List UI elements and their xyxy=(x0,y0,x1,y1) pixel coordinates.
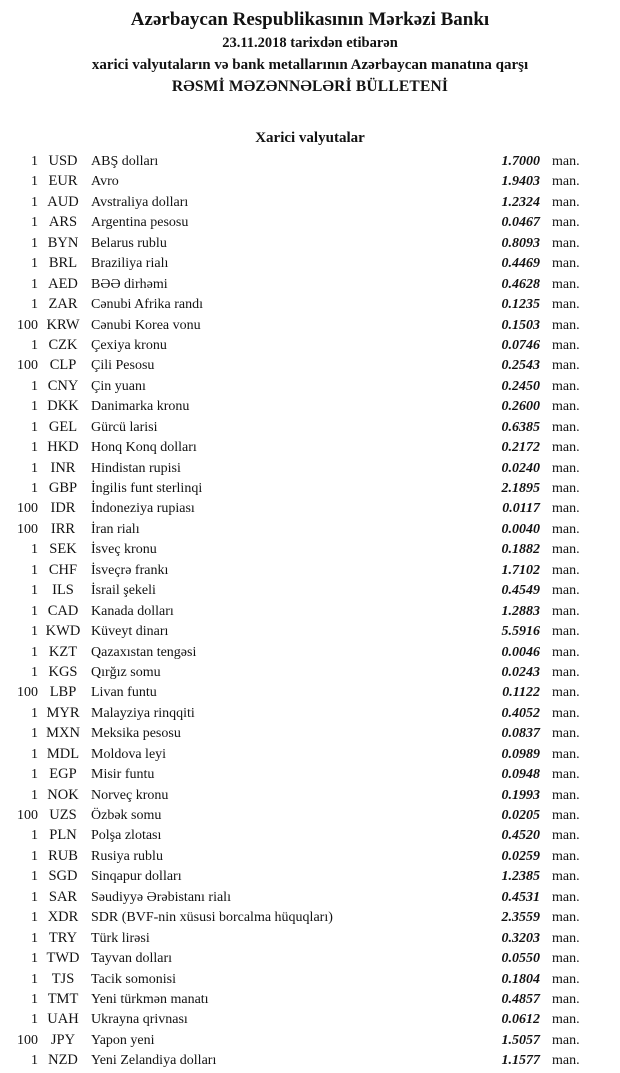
currency-name-cell: ABŞ dolları xyxy=(91,154,159,169)
currency-name-cell: Norveç kronu xyxy=(91,787,169,803)
quantity-cell: 1 xyxy=(31,746,38,762)
rate-value-cell: 0.0205 xyxy=(501,808,540,823)
rate-value-cell: 0.2450 xyxy=(501,378,540,394)
currency-code-cell: NOK xyxy=(47,786,79,803)
quantity-cell: 1 xyxy=(31,787,38,803)
rate-value-cell: 0.0240 xyxy=(501,460,540,476)
rate-value-cell: 1.2324 xyxy=(501,194,540,210)
currency-name-cell: Kanada dolları xyxy=(91,603,174,619)
unit-label-cell: man. xyxy=(552,562,580,578)
currency-code-cell: DKK xyxy=(47,398,79,415)
currency-name-cell: Livan funtu xyxy=(91,685,157,701)
unit-label-cell: man. xyxy=(552,378,580,394)
rate-row xyxy=(0,1009,620,1029)
rate-value-cell: 2.1895 xyxy=(501,481,540,496)
rate-value-cell: 0.1993 xyxy=(501,787,540,803)
unit-label-cell: man. xyxy=(552,624,580,640)
currency-name-cell: İsveçrə frankı xyxy=(91,562,169,578)
currency-name-cell: SDR (BVF-nin xüsusi borcalma hüquqları) xyxy=(91,910,333,926)
rate-row xyxy=(0,785,620,805)
currency-name-cell: Cənubi Afrika randı xyxy=(91,297,203,313)
rate-value-cell: 0.1122 xyxy=(502,685,540,701)
rate-row xyxy=(0,274,620,294)
currency-name-cell: Yapon yeni xyxy=(91,1032,155,1048)
currency-name-cell: Qazaxıstan tengəsi xyxy=(91,644,197,660)
rate-row xyxy=(0,478,620,498)
rate-row xyxy=(0,355,620,375)
rate-row xyxy=(0,764,620,784)
unit-label-cell: man. xyxy=(552,256,580,272)
currency-code-cell: ARS xyxy=(48,214,78,231)
rate-value-cell: 2.3559 xyxy=(501,910,540,926)
quantity-cell: 1 xyxy=(31,767,38,783)
quantity-cell: 100 xyxy=(17,808,38,823)
rate-value-cell: 0.0612 xyxy=(501,1012,540,1028)
unit-label-cell: man. xyxy=(552,501,580,517)
rate-row xyxy=(0,989,620,1009)
quantity-cell: 1 xyxy=(31,154,38,169)
quantity-cell: 1 xyxy=(31,235,38,251)
currency-code-cell: IRR xyxy=(50,520,76,537)
quantity-cell: 1 xyxy=(31,399,38,415)
currency-code-cell: IDR xyxy=(50,500,76,517)
rate-row xyxy=(0,560,620,580)
rate-row xyxy=(0,437,620,457)
currency-code-cell: LBP xyxy=(49,684,77,701)
currency-name-cell: Malayziya rinqqiti xyxy=(91,705,195,721)
unit-label-cell: man. xyxy=(552,215,580,231)
rate-value-cell: 0.4520 xyxy=(501,828,540,844)
bank-name-title: Azərbaycan Respublikasının Mərkəzi Bankı xyxy=(130,9,490,30)
quantity-cell: 1 xyxy=(31,419,38,435)
currency-code-cell: BYN xyxy=(47,234,79,251)
quantity-cell: 1 xyxy=(31,378,38,394)
currency-code-cell: INR xyxy=(50,459,76,476)
rate-row xyxy=(0,458,620,478)
quantity-cell: 1 xyxy=(31,481,38,496)
rate-row xyxy=(0,335,620,355)
quantity-cell: 1 xyxy=(31,644,38,660)
rate-row xyxy=(0,744,620,764)
rate-value-cell: 0.1235 xyxy=(501,297,540,313)
quantity-cell: 1 xyxy=(31,991,38,1007)
rate-value-cell: 0.0948 xyxy=(501,767,540,783)
quantity-cell: 100 xyxy=(17,358,38,374)
currency-name-cell: Türk lirəsi xyxy=(91,930,150,946)
unit-label-cell: man. xyxy=(552,419,580,435)
unit-label-cell: man. xyxy=(552,1012,580,1028)
unit-label-cell: man. xyxy=(552,603,580,619)
rate-row xyxy=(0,315,620,335)
rate-value-cell: 0.1804 xyxy=(501,971,540,987)
quantity-cell: 1 xyxy=(31,460,38,476)
rate-row xyxy=(0,417,620,437)
quantity-cell: 1 xyxy=(31,889,38,905)
unit-label-cell: man. xyxy=(552,685,580,701)
rate-value-cell: 0.0259 xyxy=(501,848,540,864)
unit-label-cell: man. xyxy=(552,399,580,415)
rate-row xyxy=(0,682,620,702)
rate-value-cell: 0.0117 xyxy=(502,501,540,517)
quantity-cell: 1 xyxy=(31,542,38,558)
rate-value-cell: 0.4628 xyxy=(501,276,540,292)
currency-name-cell: Cənubi Korea vonu xyxy=(91,317,201,333)
unit-label-cell: man. xyxy=(552,971,580,987)
rate-value-cell: 1.7102 xyxy=(501,562,540,578)
currency-code-cell: GEL xyxy=(48,418,78,435)
unit-label-cell: man. xyxy=(552,910,580,926)
currency-code-cell: CZK xyxy=(48,336,78,353)
rate-value-cell: 0.3203 xyxy=(501,930,540,946)
rate-row xyxy=(0,580,620,600)
currency-code-cell: RUB xyxy=(48,847,78,864)
currency-name-cell: Çexiya kronu xyxy=(91,337,167,353)
quantity-cell: 1 xyxy=(31,215,38,231)
rate-row xyxy=(0,192,620,212)
unit-label-cell: man. xyxy=(552,767,580,783)
currency-name-cell: Misir funtu xyxy=(91,767,155,783)
rate-row xyxy=(0,212,620,232)
currency-name-cell: Sinqapur dolları xyxy=(91,869,182,885)
unit-label-cell: man. xyxy=(552,481,580,496)
unit-label-cell: man. xyxy=(552,705,580,721)
quantity-cell: 1 xyxy=(31,910,38,926)
unit-label-cell: man. xyxy=(552,235,580,251)
rate-row xyxy=(0,233,620,253)
quantity-cell: 1 xyxy=(31,705,38,721)
currency-name-cell: Qırğız somu xyxy=(91,664,161,680)
quantity-cell: 1 xyxy=(31,276,38,292)
quantity-cell: 1 xyxy=(31,971,38,987)
rate-value-cell: 0.4052 xyxy=(501,705,540,721)
rate-value-cell: 0.6385 xyxy=(501,419,540,435)
unit-label-cell: man. xyxy=(552,869,580,885)
rate-value-cell: 0.0467 xyxy=(501,215,540,231)
unit-label-cell: man. xyxy=(552,746,580,762)
currency-name-cell: İran rialı xyxy=(91,521,140,537)
quantity-cell: 100 xyxy=(17,317,38,333)
rate-row xyxy=(0,825,620,845)
unit-label-cell: man. xyxy=(552,460,580,476)
unit-label-cell: man. xyxy=(552,991,580,1007)
unit-label-cell: man. xyxy=(552,440,580,456)
unit-label-cell: man. xyxy=(552,276,580,292)
currency-code-cell: KRW xyxy=(46,316,80,333)
unit-label-cell: man. xyxy=(552,337,580,353)
currency-name-cell: Argentina pesosu xyxy=(91,215,189,231)
currency-name-cell: Avstraliya dolları xyxy=(91,194,189,210)
currency-name-cell: Çili Pesosu xyxy=(91,358,155,374)
rate-value-cell: 0.0040 xyxy=(501,521,540,537)
rate-value-cell: 1.1577 xyxy=(501,1053,540,1069)
currency-name-cell: Çin yuanı xyxy=(91,378,146,394)
rate-row xyxy=(0,539,620,559)
currency-code-cell: EGP xyxy=(49,766,77,783)
quantity-cell: 1 xyxy=(31,562,38,578)
rate-row xyxy=(0,253,620,273)
unit-label-cell: man. xyxy=(552,583,580,599)
quantity-cell: 1 xyxy=(31,828,38,844)
currency-code-cell: MYR xyxy=(46,704,80,721)
section-title-foreign-currencies: Xarici valyutalar xyxy=(255,130,365,146)
quantity-cell: 1 xyxy=(31,337,38,353)
rate-value-cell: 0.4857 xyxy=(501,991,540,1007)
unit-label-cell: man. xyxy=(552,889,580,905)
rate-row xyxy=(0,928,620,948)
currency-name-cell: Honq Konq dolları xyxy=(91,440,197,456)
unit-label-cell: man. xyxy=(552,542,580,558)
rate-value-cell: 0.0550 xyxy=(501,951,540,967)
currency-name-cell: İsrail şekeli xyxy=(91,583,156,599)
rate-row xyxy=(0,396,620,416)
rate-value-cell: 0.0746 xyxy=(501,337,540,353)
bulletin-subtitle: xarici valyutaların və bank metallarının Azərbaycan manatına qarşı xyxy=(91,57,529,73)
rate-value-cell: 0.4549 xyxy=(501,583,540,599)
quantity-cell: 1 xyxy=(31,624,38,640)
quantity-cell: 100 xyxy=(17,685,38,701)
quantity-cell: 1 xyxy=(31,194,38,210)
quantity-cell: 1 xyxy=(31,848,38,864)
quantity-cell: 1 xyxy=(31,1012,38,1028)
rate-row xyxy=(0,866,620,886)
quantity-cell: 1 xyxy=(31,583,38,599)
rate-row xyxy=(0,1050,620,1070)
rate-row xyxy=(0,151,620,171)
unit-label-cell: man. xyxy=(552,297,580,313)
rate-row xyxy=(0,969,620,989)
currency-name-cell: Özbək somu xyxy=(91,808,162,823)
currency-code-cell: ZAR xyxy=(48,296,78,313)
currency-code-cell: MDL xyxy=(46,745,80,762)
currency-code-cell: SGD xyxy=(48,868,78,885)
rate-row xyxy=(0,642,620,662)
rate-value-cell: 0.8093 xyxy=(501,235,540,251)
rate-value-cell: 1.2883 xyxy=(501,603,540,619)
currency-name-cell: İndoneziya rupiası xyxy=(91,501,195,517)
currency-name-cell: Meksika pesosu xyxy=(91,726,181,742)
rate-row xyxy=(0,887,620,907)
rate-value-cell: 0.1503 xyxy=(501,317,540,333)
quantity-cell: 1 xyxy=(31,174,38,190)
currency-code-cell: NZD xyxy=(48,1052,78,1069)
quantity-cell: 1 xyxy=(31,256,38,272)
unit-label-cell: man. xyxy=(552,787,580,803)
quantity-cell: 1 xyxy=(31,297,38,313)
currency-name-cell: Tacik somonisi xyxy=(91,971,176,987)
currency-name-cell: Yeni türkmən manatı xyxy=(91,991,209,1007)
currency-code-cell: USD xyxy=(48,153,78,169)
quantity-cell: 100 xyxy=(17,521,38,537)
rate-value-cell: 0.2172 xyxy=(501,440,540,456)
rate-row xyxy=(0,805,620,825)
currency-code-cell: KZT xyxy=(48,643,78,660)
currency-code-cell: AUD xyxy=(47,193,79,210)
currency-code-cell: SAR xyxy=(48,888,78,905)
bulletin-header xyxy=(0,0,620,98)
unit-label-cell: man. xyxy=(552,951,580,967)
rate-value-cell: 1.5057 xyxy=(501,1032,540,1048)
quantity-cell: 1 xyxy=(31,951,38,967)
currency-code-cell: AED xyxy=(48,275,78,292)
currency-name-cell: BƏƏ dirhəmi xyxy=(91,276,168,292)
unit-label-cell: man. xyxy=(552,358,580,374)
quantity-cell: 100 xyxy=(17,1032,38,1048)
currency-code-cell: MXN xyxy=(46,725,80,742)
currency-name-cell: Danimarka kronu xyxy=(91,399,190,415)
rate-value-cell: 0.2600 xyxy=(501,399,540,415)
rate-row xyxy=(0,621,620,641)
rate-value-cell: 1.9403 xyxy=(501,174,540,190)
unit-label-cell: man. xyxy=(552,808,580,823)
currency-name-cell: İsveç kronu xyxy=(91,542,157,558)
rate-value-cell: 0.0046 xyxy=(501,644,540,660)
quantity-cell: 1 xyxy=(31,440,38,456)
rate-row xyxy=(0,601,620,621)
currency-code-cell: JPY xyxy=(50,1031,76,1048)
currency-name-cell: Hindistan rupisi xyxy=(91,460,181,476)
currency-name-cell: Avro xyxy=(91,174,119,190)
currency-name-cell: Səudiyyə Ərəbistanı rialı xyxy=(91,889,231,905)
rate-row xyxy=(0,662,620,682)
rate-value-cell: 1.2385 xyxy=(501,869,540,885)
currency-code-cell: TMT xyxy=(47,990,79,1007)
currency-name-cell: Yeni Zelandiya dolları xyxy=(91,1053,217,1069)
currency-code-cell: CLP xyxy=(49,357,77,374)
rates-table xyxy=(0,151,620,1071)
unit-label-cell: man. xyxy=(552,726,580,742)
currency-code-cell: UZS xyxy=(49,807,77,823)
currency-code-cell: CAD xyxy=(47,602,79,619)
rate-value-cell: 0.0243 xyxy=(501,664,540,680)
rate-value-cell: 0.2543 xyxy=(501,358,540,374)
rate-row xyxy=(0,1030,620,1050)
unit-label-cell: man. xyxy=(552,317,580,333)
rate-value-cell: 0.0837 xyxy=(501,726,540,742)
unit-label-cell: man. xyxy=(552,848,580,864)
currency-code-cell: CHF xyxy=(48,561,78,578)
quantity-cell: 1 xyxy=(31,930,38,946)
rate-value-cell: 1.7000 xyxy=(501,154,540,169)
currency-code-cell: TRY xyxy=(48,929,78,946)
currency-code-cell: SEK xyxy=(49,541,77,558)
currency-code-cell: KWD xyxy=(45,623,81,640)
quantity-cell: 100 xyxy=(17,501,38,517)
currency-code-cell: UAH xyxy=(47,1011,79,1028)
quantity-cell: 1 xyxy=(31,1053,38,1069)
currency-code-cell: HKD xyxy=(47,439,79,456)
currency-code-cell: BRL xyxy=(48,255,78,272)
currency-name-cell: Ukrayna qrivnası xyxy=(91,1012,188,1028)
unit-label-cell: man. xyxy=(552,664,580,680)
currency-name-cell: Moldova leyi xyxy=(91,746,167,762)
unit-label-cell: man. xyxy=(552,521,580,537)
quantity-cell: 1 xyxy=(31,869,38,885)
rate-value-cell: 0.4531 xyxy=(501,889,540,905)
quantity-cell: 1 xyxy=(31,726,38,742)
currency-code-cell: CNY xyxy=(47,377,79,394)
rate-value-cell: 5.5916 xyxy=(501,624,540,640)
currency-name-cell: Braziliya rialı xyxy=(91,256,169,272)
currency-name-cell: Rusiya rublu xyxy=(91,848,163,864)
unit-label-cell: man. xyxy=(552,154,580,169)
currency-code-cell: EUR xyxy=(48,173,78,190)
rate-row xyxy=(0,171,620,191)
rate-value-cell: 0.1882 xyxy=(501,542,540,558)
rate-row xyxy=(0,948,620,968)
currency-code-cell: KGS xyxy=(48,663,78,680)
rate-row xyxy=(0,703,620,723)
currency-name-cell: Tayvan dolları xyxy=(91,951,173,967)
unit-label-cell: man. xyxy=(552,644,580,660)
effective-date-line: 23.11.2018 tarixdən etibarən xyxy=(222,35,398,51)
rate-row xyxy=(0,846,620,866)
currency-name-cell: İngilis funt sterlinqi xyxy=(91,481,203,496)
currency-code-cell: ILS xyxy=(52,582,74,599)
currency-code-cell: GBP xyxy=(48,480,78,496)
rate-row xyxy=(0,294,620,314)
currency-code-cell: TWD xyxy=(46,950,80,967)
bulletin-title: RƏSMİ MƏZƏNNƏLƏRİ BÜLLETENİ xyxy=(171,78,449,95)
currency-name-cell: Polşa zlotası xyxy=(91,828,162,844)
quantity-cell: 1 xyxy=(31,664,38,680)
rate-row xyxy=(0,723,620,743)
currency-code-cell: PLN xyxy=(49,827,77,844)
currency-name-cell: Belarus rublu xyxy=(91,235,167,251)
rate-row xyxy=(0,519,620,539)
rate-value-cell: 0.0989 xyxy=(501,746,540,762)
currency-code-cell: XDR xyxy=(47,909,79,926)
unit-label-cell: man. xyxy=(552,930,580,946)
unit-label-cell: man. xyxy=(552,174,580,190)
unit-label-cell: man. xyxy=(552,1053,580,1069)
rate-row xyxy=(0,376,620,396)
unit-label-cell: man. xyxy=(552,1032,580,1048)
currency-name-cell: Küveyt dinarı xyxy=(91,624,169,640)
unit-label-cell: man. xyxy=(552,828,580,844)
rate-value-cell: 0.4469 xyxy=(501,256,540,272)
quantity-cell: 1 xyxy=(31,603,38,619)
rate-row xyxy=(0,498,620,518)
currency-name-cell: Gürcü larisi xyxy=(91,419,158,435)
currency-code-cell: TJS xyxy=(51,970,75,987)
rate-row xyxy=(0,907,620,927)
unit-label-cell: man. xyxy=(552,194,580,210)
